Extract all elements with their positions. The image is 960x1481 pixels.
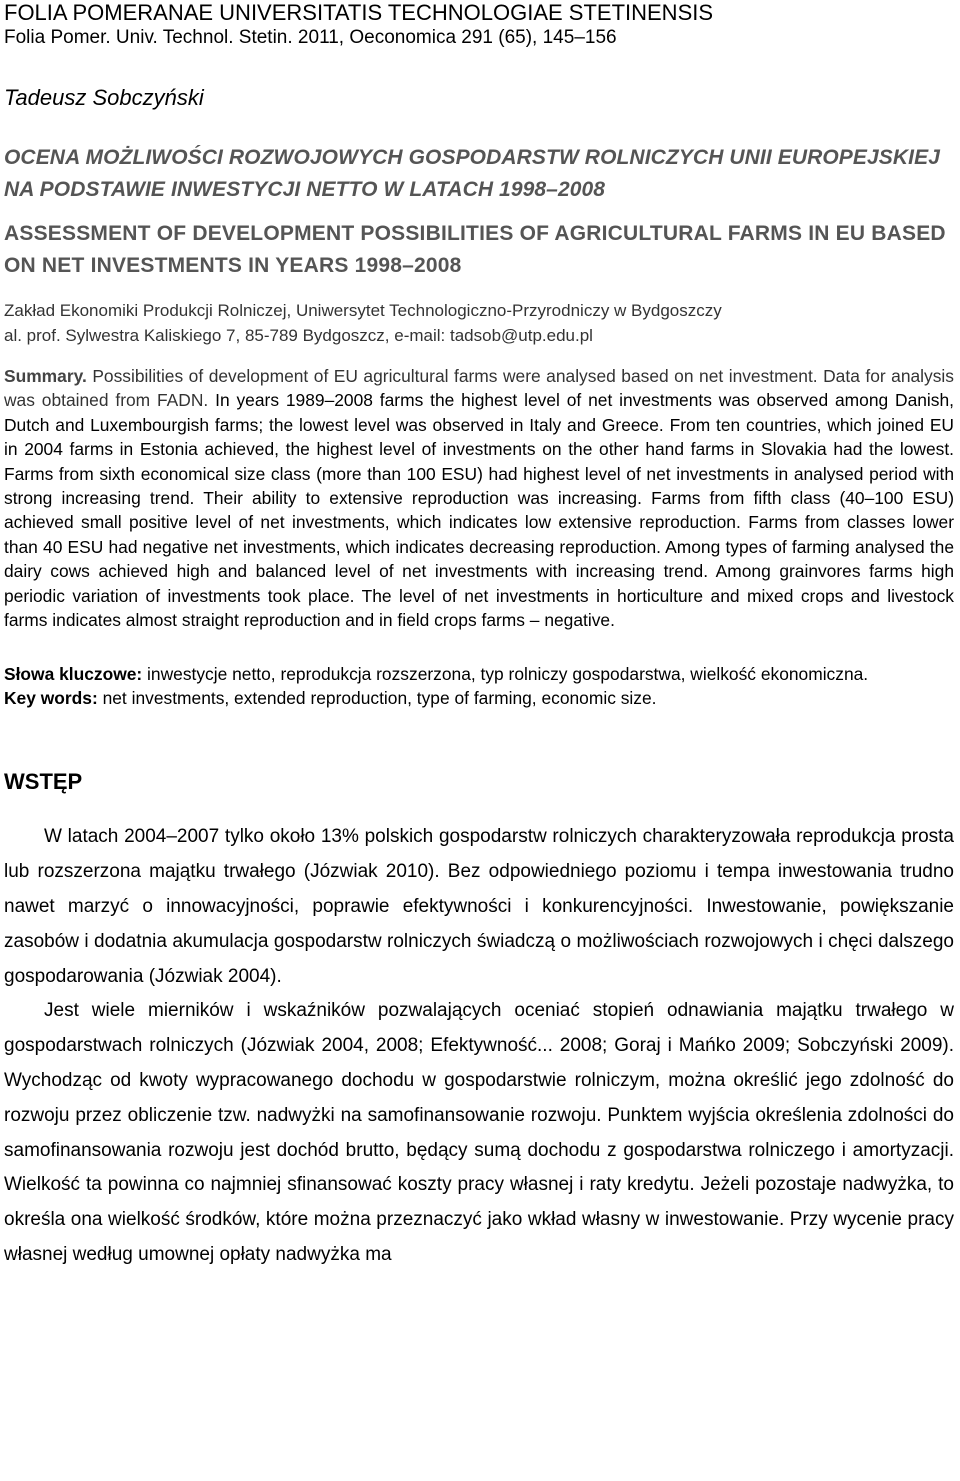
keywords-english-text: net investments, extended reproduction, type of farming, economic size.: [102, 688, 657, 709]
title-polish: OCENA MOŻLIWOŚCI ROZWOJOWYCH GOSPODARSTW ROLNICZYCH UNII EUROPEJSKIEJ NA PODSTAWIE INWESTYCJI NETTO W LATACH 1998–2008: [4, 146, 940, 201]
summary-label: Summary.: [4, 366, 87, 386]
paragraph: Jest wiele mierników i wskaźników pozwalających oceniać stopień odnawiania majątku trwałego w gospodarstwach rolniczych (Józwiak 2004, 2008; Efektywność... 2008; Goraj i Mańko 2009; Sobczyński 2009). Wychodząc od kwoty wypracowanego dochodu w gospodarstwie rolniczym, można określić jego zdolność do rozwoju przez obliczenie tzw. nadwyżki na samofinansowanie rozwoju. Punktem wyjścia określenia zdolności do samofinansowania rozwoju jest dochód brutto, będący sumą dochodu z gospodarstwa rolniczego i amortyzacji. Wielkość ta powinna co najmniej sfinansować koszty pracy własnej i raty kredytu. Jeżeli pozostaje nadwyżka, to określa ona wielkość środków, które można przeznaczyć jako wkład własny w inwestowanie. Przy wycenie pracy własnej według umownej opłaty nadwyżka ma: [4, 1000, 954, 1266]
title-english: ASSESSMENT OF DEVELOPMENT POSSIBILITIES OF AGRICULTURAL FARMS IN EU BASED ON NET INVESTMENTS IN YEARS 1998–2008: [4, 222, 946, 277]
journal-citation: Folia Pomer. Univ. Technol. Stetin. 2011, Oeconomica 291 (65), 145–156: [4, 27, 617, 48]
paragraph: W latach 2004–2007 tylko około 13% polskich gospodarstw rolniczych charakteryzowała reprodukcja prosta lub rozszerzona majątku trwałego (Józwiak 2010). Bez odpowiedniego poziomu i tempa inwestowania trudno nawet marzyć o innowacyjności, poprawie efektywności i konkurencyjności. Inwestowanie, powiększanie zasobów i dodatnia akumulacja gospodarstw rolniczych świadczą o możliwościach rozwojowych i chęci dalszego gospodarowania (Józwiak 2004).: [4, 826, 954, 987]
summary-sentence: Possibilities of development of EU agricultural farms were analysed based on net investment. Data for analysis was obtained from FADN.: [4, 366, 954, 411]
keywords-english: [4, 686, 954, 710]
affiliation: [4, 298, 954, 348]
affiliation-line-1: Zakład Ekonomiki Produkcji Rolniczej, Uniwersytet Technologiczno-Przyrodniczy w Bydgoszczy: [4, 301, 722, 320]
keywords-english-label: Key words:: [4, 688, 98, 709]
summary-sentence: Their ability to extensive reproduction was increasing.: [203, 488, 642, 509]
summary-sentence: In years 1989–2008 farms the highest level of net investments was observed among Danish, Dutch and Luxembourgish farms; the lowest level was observed in Italy and Greece.: [4, 390, 954, 435]
summary-sentence: Farms from fifth class (40–100 ESU) achieved small positive level of net investments, which indicates low extensive reproduction.: [4, 488, 954, 533]
keywords-polish-text: inwestycje netto, reprodukcja rozszerzona, typ rolniczy gospodarstwa, wielkość ekonomiczna.: [147, 664, 869, 685]
author-name: Tadeusz Sobczyński: [4, 85, 204, 110]
summary-sentence: From ten countries, which joined EU in 2004 farms in Estonia achieved, the highest level of investments on the other hand farms in Slovakia had the lowest.: [4, 414, 954, 460]
summary-sentence: Among types of farming analysed the dairy cows achieved high and balanced level of net investments with increasing trend.: [4, 536, 954, 582]
summary-sentence: Farms from classes lower than 40 ESU had negative net investments, which indicates decreasing reproduction.: [4, 512, 954, 557]
keywords-polish: [4, 662, 954, 686]
section-body: [4, 820, 954, 1272]
summary-sentence: Farms from sixth economical size class (more than 100 ESU) had highest level of net investments in analysed period with strong increasing trend.: [4, 463, 954, 509]
keywords-polish-label: Słowa kluczowe:: [4, 664, 143, 685]
summary-abstract: [4, 364, 954, 632]
affiliation-line-2: al. prof. Sylwestra Kaliskiego 7, 85-789 Bydgoszcz, e-mail: tadsob@utp.edu.pl: [4, 326, 593, 345]
keywords-block: [4, 662, 954, 710]
section-heading: WSTĘP: [4, 769, 83, 795]
journal-name: FOLIA POMERANAE UNIVERSITATIS TECHNOLOGIAE STETINENSIS: [4, 0, 714, 25]
summary-sentence: Among grainvores farms high periodic variation of investments took place.: [4, 561, 954, 606]
summary-sentence: The level of net investments in horticulture and mixed crops and livestock farms indicates almost straight reproduction and in field crops farms – negative.: [4, 585, 954, 631]
